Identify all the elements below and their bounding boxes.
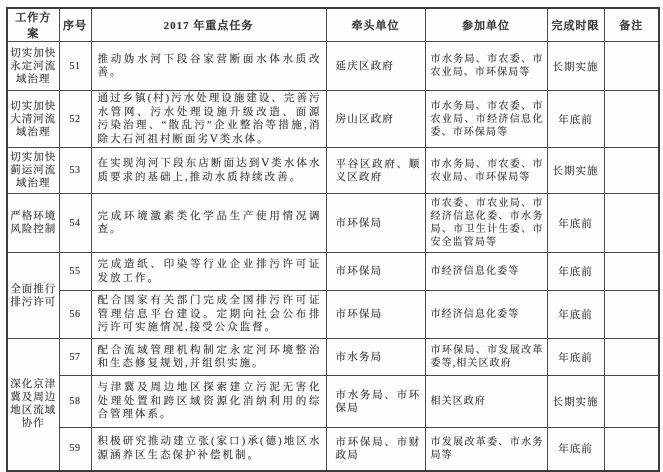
- deadline-cell: 长期实施: [547, 376, 604, 428]
- task-cell: 推动妫水河下段谷家营断面水体水质改善。: [91, 42, 326, 91]
- task-cell: 通过乡镇(村)污水处理设施建设、完善污水管网、污水处理设施升级改造、面源污染治理、“散乱污”企业整治等措施,消除大石河祖村断面劣Ⅴ类水体。: [91, 91, 326, 148]
- row-number-cell: 57: [59, 339, 91, 376]
- table-row: [7, 253, 659, 291]
- lead-unit-cell: 市环保局: [326, 291, 425, 339]
- task-cell: 配合流域管理机构制定永定河环境整治和生态修复规划,并组织实施。: [91, 339, 326, 376]
- column-header-deadline: 完成时限: [547, 8, 604, 42]
- deadline-cell: 年底前: [547, 253, 604, 291]
- task-cell: 完成环境激素类化学品生产使用情况调查。: [91, 194, 326, 253]
- remark-cell: [604, 42, 659, 91]
- plan-cell: 切实加快蓟运河流域治理: [7, 148, 59, 194]
- lead-unit-cell: 房山区政府: [326, 91, 425, 148]
- deadline-cell: 年底前: [547, 339, 604, 376]
- row-number-cell: 52: [59, 91, 91, 148]
- table-row: [7, 339, 659, 376]
- lead-unit-cell: 市水务局、市环保局: [326, 376, 425, 428]
- remark-cell: [604, 194, 659, 253]
- participants-cell: 相关区政府: [425, 376, 547, 428]
- participants-cell: 市水务局、市农委、市农业局、市环保局等: [425, 42, 547, 91]
- table-row: [7, 291, 659, 339]
- participants-cell: 市经济信息化委等: [425, 291, 547, 339]
- task-cell: 完成造纸、印染等行业企业排污许可证发放工作。: [91, 253, 326, 291]
- plan-cell: 深化京津冀及周边地区流域协作: [7, 339, 59, 471]
- task-cell: 在实现泃河下段东店断面达到Ⅴ类水体水质要求的基础上,推动水质持续改善。: [91, 148, 326, 194]
- participants-cell: 市水务局、市农委、市农业局、市环保局等: [425, 148, 547, 194]
- deadline-cell: 年底前: [547, 91, 604, 148]
- remark-cell: [604, 91, 659, 148]
- deadline-cell: 长期实施: [547, 42, 604, 91]
- deadline-cell: 年底前: [547, 428, 604, 471]
- row-number-cell: 56: [59, 291, 91, 339]
- table-row: [7, 42, 659, 91]
- participants-cell: 市水务局、市农委、市农业局、市经济信息化委、市环保局等: [425, 91, 547, 148]
- column-header-lead-unit: 牵头单位: [326, 8, 425, 42]
- column-header-number: 序号: [59, 8, 91, 42]
- remark-cell: [604, 376, 659, 428]
- remark-cell: [604, 339, 659, 376]
- column-header-participants: 参加单位: [425, 8, 547, 42]
- lead-unit-cell: 市环保局: [326, 253, 425, 291]
- plan-cell: 切实加快永定河流域治理: [7, 42, 59, 91]
- task-cell: 与津冀及周边地区探索建立污泥无害化处理处置和跨区域资源化消纳利用的综合管理体系。: [91, 376, 326, 428]
- participants-cell: 市经济信息化委等: [425, 253, 547, 291]
- remark-cell: [604, 148, 659, 194]
- table-row: [7, 91, 659, 148]
- deadline-cell: 年底前: [547, 194, 604, 253]
- header-row: [7, 8, 659, 42]
- row-number-cell: 55: [59, 253, 91, 291]
- lead-unit-cell: 市环保局、市财政局: [326, 428, 425, 471]
- remark-cell: [604, 291, 659, 339]
- participants-cell: 市环保局、市发展改革委等,相关区政府: [425, 339, 547, 376]
- remark-cell: [604, 428, 659, 471]
- deadline-cell: 长期实施: [547, 148, 604, 194]
- task-cell: 配合国家有关部门完成全国排污许可证管理信息平台建设。定期向社会公布排污许可实施情况,接受公众监督。: [91, 291, 326, 339]
- table-row: [7, 194, 659, 253]
- row-number-cell: 53: [59, 148, 91, 194]
- table-row: [7, 148, 659, 194]
- plan-cell: 全面推行排污许可: [7, 253, 59, 339]
- plan-cell: 严格环境风险控制: [7, 194, 59, 253]
- column-header-plan: 工作方案: [7, 8, 59, 42]
- row-number-cell: 58: [59, 376, 91, 428]
- remark-cell: [604, 253, 659, 291]
- row-number-cell: 54: [59, 194, 91, 253]
- row-number-cell: 59: [59, 428, 91, 471]
- lead-unit-cell: 平谷区政府、顺义区政府: [326, 148, 425, 194]
- participants-cell: 市农委、市农业局、市经济信息化委、市水务局、市卫生计生委、市安全监管局等: [425, 194, 547, 253]
- column-header-remark: 备注: [604, 8, 659, 42]
- task-table: [6, 7, 660, 472]
- plan-cell: 切实加快大清河流域治理: [7, 91, 59, 148]
- row-number-cell: 51: [59, 42, 91, 91]
- task-cell: 积极研究推动建立张(家口)承(德)地区水源涵养区生态保护补偿机制。: [91, 428, 326, 471]
- participants-cell: 市发展改革委、市水务局等: [425, 428, 547, 471]
- table-row: [7, 428, 659, 471]
- column-header-task: 2017 年重点任务: [91, 8, 326, 42]
- lead-unit-cell: 延庆区政府: [326, 42, 425, 91]
- lead-unit-cell: 市水务局: [326, 339, 425, 376]
- deadline-cell: 年底前: [547, 291, 604, 339]
- table-row: [7, 376, 659, 428]
- lead-unit-cell: 市环保局: [326, 194, 425, 253]
